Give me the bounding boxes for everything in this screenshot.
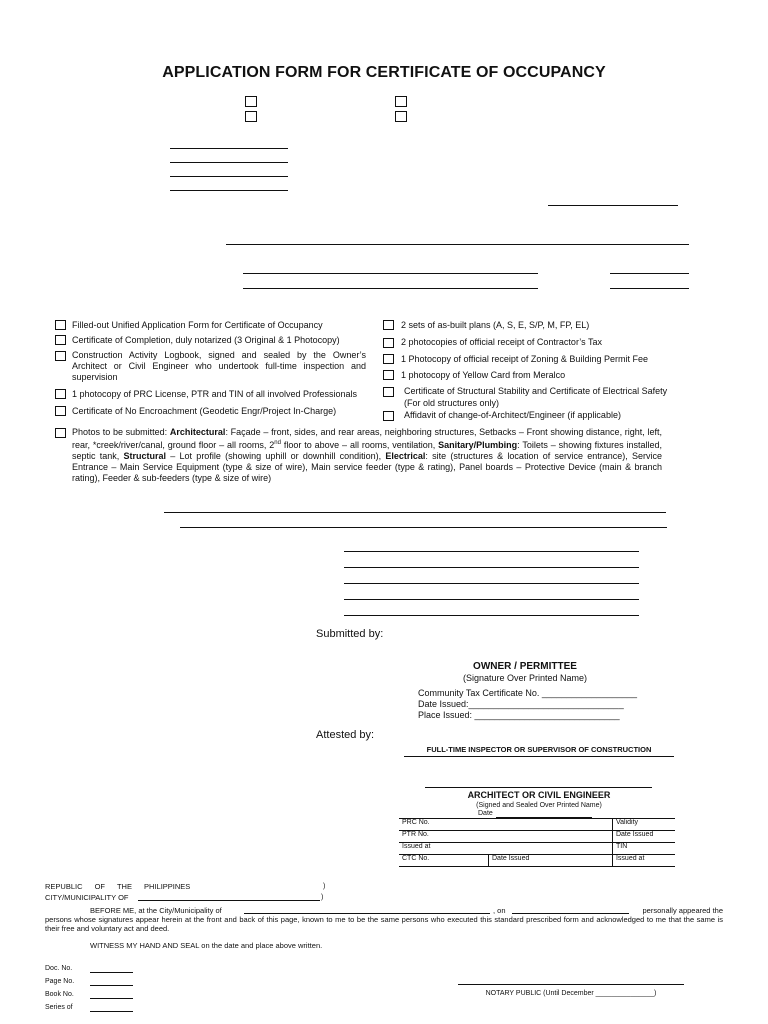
blank-line[interactable]: [344, 583, 639, 584]
requirement-label: 1 photocopy of Yellow Card from Meralco: [401, 370, 566, 380]
requirement-label: 1 Photocopy of official receipt of Zoning & Building Permit Fee: [401, 354, 648, 364]
requirement-label: Certificate of No Encroachment (Geodetic Engr/Project In-Charge): [72, 406, 337, 416]
city-label: CITY/MUNICIPALITY OF: [45, 893, 129, 902]
date-issued-field[interactable]: Date Issued:_______________________________: [418, 699, 624, 709]
requirement-label: Filled-out Unified Application Form for Certificate of Occupancy: [72, 320, 323, 330]
professional-id-table: [399, 818, 675, 867]
requirement-label: Certificate of Completion, duly notarized (3 Original & 1 Photocopy): [72, 335, 340, 345]
requirement-checkbox[interactable]: [383, 354, 394, 364]
photos-text: : Toilets – showing fixtures installed, septic tank,: [72, 440, 663, 461]
blank-line[interactable]: [164, 512, 666, 513]
blank-line[interactable]: [170, 162, 288, 163]
tin-cell[interactable]: TIN: [612, 843, 675, 855]
requirement-checkbox[interactable]: [55, 389, 66, 399]
prc-cell[interactable]: PRC No.: [399, 819, 612, 831]
blank-line[interactable]: [344, 599, 639, 600]
blank-line[interactable]: [344, 567, 639, 568]
inspector-label: FULL-TIME INSPECTOR OR SUPERVISOR OF CONSTRUCTION: [426, 745, 652, 754]
blank-line[interactable]: [243, 288, 538, 289]
blank-line[interactable]: [170, 176, 288, 177]
requirement-label: Affidavit of change-of-Architect/Engineer (if applicable): [404, 410, 621, 420]
ptr-cell[interactable]: PTR No.: [399, 831, 612, 843]
requirement-checkbox[interactable]: [383, 320, 394, 330]
photos-bold: Architectural: [169, 427, 226, 437]
requirement-checkbox[interactable]: [55, 428, 66, 438]
engineer-heading: ARCHITECT OR CIVIL ENGINEER: [467, 790, 611, 800]
checkbox[interactable]: [245, 96, 257, 107]
requirement-checkbox[interactable]: [383, 387, 394, 397]
requirement-label: Construction Activity Logbook, signed and sealed by the Owner’s Architect or Civil Engineer who undertook full-time inspection and supervision: [72, 350, 366, 382]
photos-bold: Structural: [123, 451, 167, 461]
requirement-checkbox[interactable]: [55, 406, 66, 416]
before-me-text: , on: [493, 906, 506, 915]
paren-close: ): [321, 894, 324, 901]
requirement-checkbox[interactable]: [55, 320, 66, 330]
photos-bold: Electrical: [385, 451, 426, 461]
engineer-signature-label: (Signed and Sealed Over Printed Name): [476, 802, 602, 809]
checkbox[interactable]: [395, 96, 407, 107]
submitted-by-label: Submitted by:: [316, 628, 384, 640]
notary-signature-line[interactable]: [458, 984, 684, 985]
city-field[interactable]: [138, 900, 320, 901]
table-row: [399, 855, 675, 867]
engineer-date-label: Date: [478, 810, 493, 817]
before-me-text: personally appeared the: [642, 906, 723, 915]
doc-no-label: Doc. No.: [45, 965, 73, 972]
requirement-checkbox[interactable]: [383, 338, 394, 348]
series-label: Series of: [45, 1004, 73, 1011]
checkbox[interactable]: [395, 111, 407, 122]
blank-line[interactable]: [548, 205, 678, 206]
before-me-text: BEFORE ME, at the City/Municipality of: [90, 906, 222, 915]
photos-requirement: [72, 427, 662, 484]
engineer-signature-line[interactable]: [425, 787, 652, 788]
table-row: [399, 831, 675, 843]
blank-line[interactable]: [226, 244, 689, 245]
witness-text: WITNESS MY HAND AND SEAL on the date and place above written.: [90, 941, 323, 950]
requirement-checkbox[interactable]: [383, 370, 394, 380]
issued-at-cell[interactable]: Issued at: [399, 843, 612, 855]
book-no-label: Book No.: [45, 991, 74, 998]
photos-sup: nd: [274, 440, 281, 446]
requirement-label: 2 photocopies of official receipt of Contractor’s Tax: [401, 337, 602, 347]
photos-text: Photos to be submitted:: [72, 427, 170, 437]
owner-heading: OWNER / PERMITTEE: [473, 661, 577, 672]
requirement-note: (For old structures only): [404, 398, 500, 408]
blank-line[interactable]: [610, 273, 689, 274]
photos-text: floor to above – all rooms, ventilation,: [280, 440, 439, 450]
notary-public-label: NOTARY PUBLIC (Until December _______________): [485, 990, 657, 997]
ctc-field[interactable]: Community Tax Certificate No. ___________________: [418, 688, 637, 698]
doc-no-field[interactable]: [90, 972, 133, 973]
paren-close: ): [323, 883, 326, 890]
book-no-field[interactable]: [90, 998, 133, 999]
photos-bold: Sanitary/Plumbing: [438, 440, 518, 450]
photos-text: : site (structures & location of service entrance), Service Entrance – Main Service Equipment (type & size of wire), Main service feeder (type & rating), Panel boards – Protective Device (main & branch rating), Feeder & sub-feeders (type & size of wire): [72, 451, 662, 483]
before-me-paragraph: persons whose signatures appear herein at the front and back of this page, known to me to be the same persons who executed this standard prescribed form and acknowledged to me that the same is their free and voluntary act and deed.: [45, 915, 723, 933]
owner-signature-label: (Signature Over Printed Name): [462, 673, 588, 683]
ptr-date-cell[interactable]: Date Issued: [612, 831, 675, 843]
municipality-field[interactable]: [244, 913, 490, 914]
series-field[interactable]: [90, 1011, 133, 1012]
requirement-checkbox[interactable]: [55, 335, 66, 345]
page-title: APPLICATION FORM FOR CERTIFICATE OF OCCUPANCY: [162, 64, 606, 81]
photos-text: : Façade – front, sides, and rear areas, neighboring structures, Setbacks – Front showing distance, right, left, rear, *creek/river/canal, ground floor – all rooms, 2: [72, 427, 663, 450]
ctc-date-cell[interactable]: Date Issued: [489, 855, 613, 867]
blank-line[interactable]: [610, 288, 689, 289]
table-row: [399, 819, 675, 831]
requirement-checkbox[interactable]: [55, 351, 66, 361]
blank-line[interactable]: [170, 190, 288, 191]
blank-line[interactable]: [344, 615, 639, 616]
requirement-label: Certificate of Structural Stability and Certificate of Electrical Safety: [404, 386, 668, 396]
blank-line[interactable]: [170, 148, 288, 149]
blank-line[interactable]: [344, 551, 639, 552]
ctc-cell[interactable]: CTC No.: [399, 855, 489, 867]
photos-text: – Lot profile (showing uphill or downhill condition),: [166, 451, 386, 461]
requirement-checkbox[interactable]: [383, 411, 394, 421]
attested-by-label: Attested by:: [316, 729, 375, 741]
page-no-label: Page No.: [45, 978, 75, 985]
requirement-label: 2 sets of as-built plans (A, S, E, S/P, M, FP, EL): [401, 320, 590, 330]
republic-label: REPUBLIC OF THE PHILIPPINES: [45, 882, 191, 891]
blank-line[interactable]: [180, 527, 667, 528]
blank-line[interactable]: [243, 273, 538, 274]
table-row: [399, 843, 675, 855]
requirement-label: 1 photocopy of PRC License, PTR and TIN of all involved Professionals: [72, 389, 357, 399]
inspector-signature-line[interactable]: [404, 756, 674, 757]
date-field[interactable]: [512, 913, 629, 914]
page-no-field[interactable]: [90, 985, 133, 986]
validity-cell[interactable]: Validity: [612, 819, 675, 831]
checkbox[interactable]: [245, 111, 257, 122]
ctc-issued-at-cell[interactable]: Issued at: [612, 855, 675, 867]
place-issued-field[interactable]: Place Issued: _____________________________: [418, 710, 620, 720]
